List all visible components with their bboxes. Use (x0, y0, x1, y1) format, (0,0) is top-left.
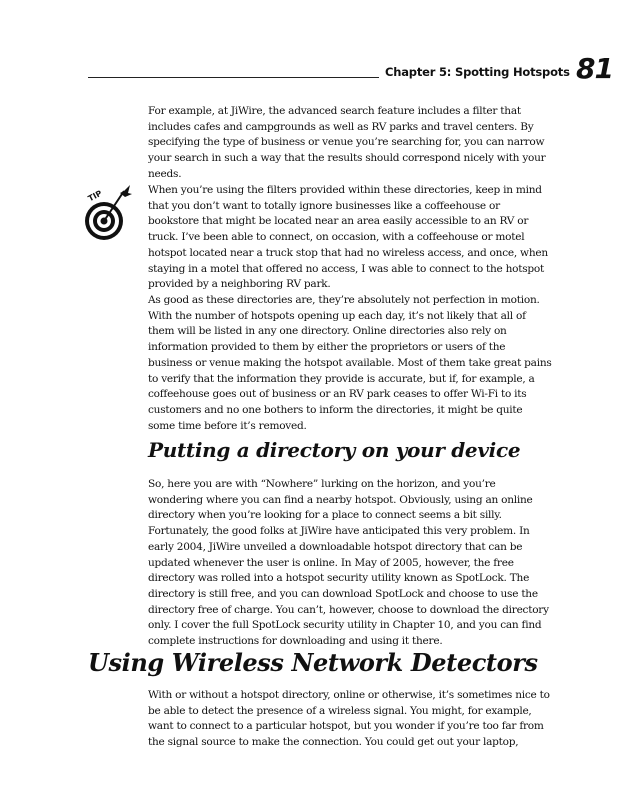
tip-label: TIP (86, 188, 104, 204)
paragraph-directories-limitations: As good as these directories are, they’re absolutely not perfection in motion. With the number of hotspots opening up each day, it’s not likely that all of them will be listed in any one directory. Online directories also rely on information provided to them by either the proprietors or users of the business or venue making the hotspot available. Most of them take great pains to verify that the information they provide is accurate, but if, for example, a coffeehouse goes out of business or an RV park ceases to offer Wi-Fi to its customers and no one bothers to inform the directories, it might be quite some time before it’s removed. (148, 294, 552, 432)
paragraph-network-detectors: With or without a hotspot directory, online or otherwise, it’s sometimes nice to be able to detect the presence of a wireless signal. You might, for example, want to connect to a particular hotspot, but you wonder if you’re too far from the signal source to make the connection. You could get out your laptop, (148, 689, 550, 749)
tip-target-icon (82, 183, 132, 243)
paragraph-filters-example: For example, at JiWire, the advanced search feature includes a filter that includes cafes and campgrounds as well as RV parks and travel centers. By specifying the type of business or venue you’re searching for, you can narrow your search in such a way that the results should correspond nicely with your needs. (148, 105, 546, 180)
running-header-chapter-title: Chapter 5: Spotting Hotspots (385, 65, 570, 79)
tip-target-graphic (82, 183, 132, 243)
chapter-section-heading-network-detectors: Using Wireless Network Detectors (88, 648, 538, 677)
section-heading-directory-on-device: Putting a directory on your device (148, 438, 521, 462)
paragraph-tip: When you’re using the filters provided within these directories, keep in mind that you don’t want to totally ignore businesses like a coffeehouse or bookstore that might be located near an area easily accessible to an RV or truck. I’ve been able to connect, on occasion, with a coffeehouse or motel hotspot located near a truck stop that had no wireless access, and once, when staying in a motel that offered no access, I was able to connect to the hotspot provided by a neighboring RV park. (148, 184, 548, 291)
paragraph-directory-on-device: So, here you are with “Nowhere” lurking on the horizon, and you’re wondering where you can find a nearby hotspot. Obviously, using an online directory when you’re looking for a place to connect seems a bit silly. Fortunately, the good folks at JiWire have anticipated this very problem. In early 2004, JiWire unveiled a downloadable hotspot directory that can be updated whenever the user is online. In May of 2005, however, the free directory was rolled into a hotspot security utility known as SpotLock. The directory is still free, and you can download SpotLock and choose to use the directory free of charge. You can’t, however, choose to download the directory only. I cover the full SpotLock security utility in Chapter 10, and you can find complete instructions for downloading and using it there. (148, 478, 549, 648)
header-rule (88, 77, 379, 78)
page-number: 81 (576, 52, 613, 85)
